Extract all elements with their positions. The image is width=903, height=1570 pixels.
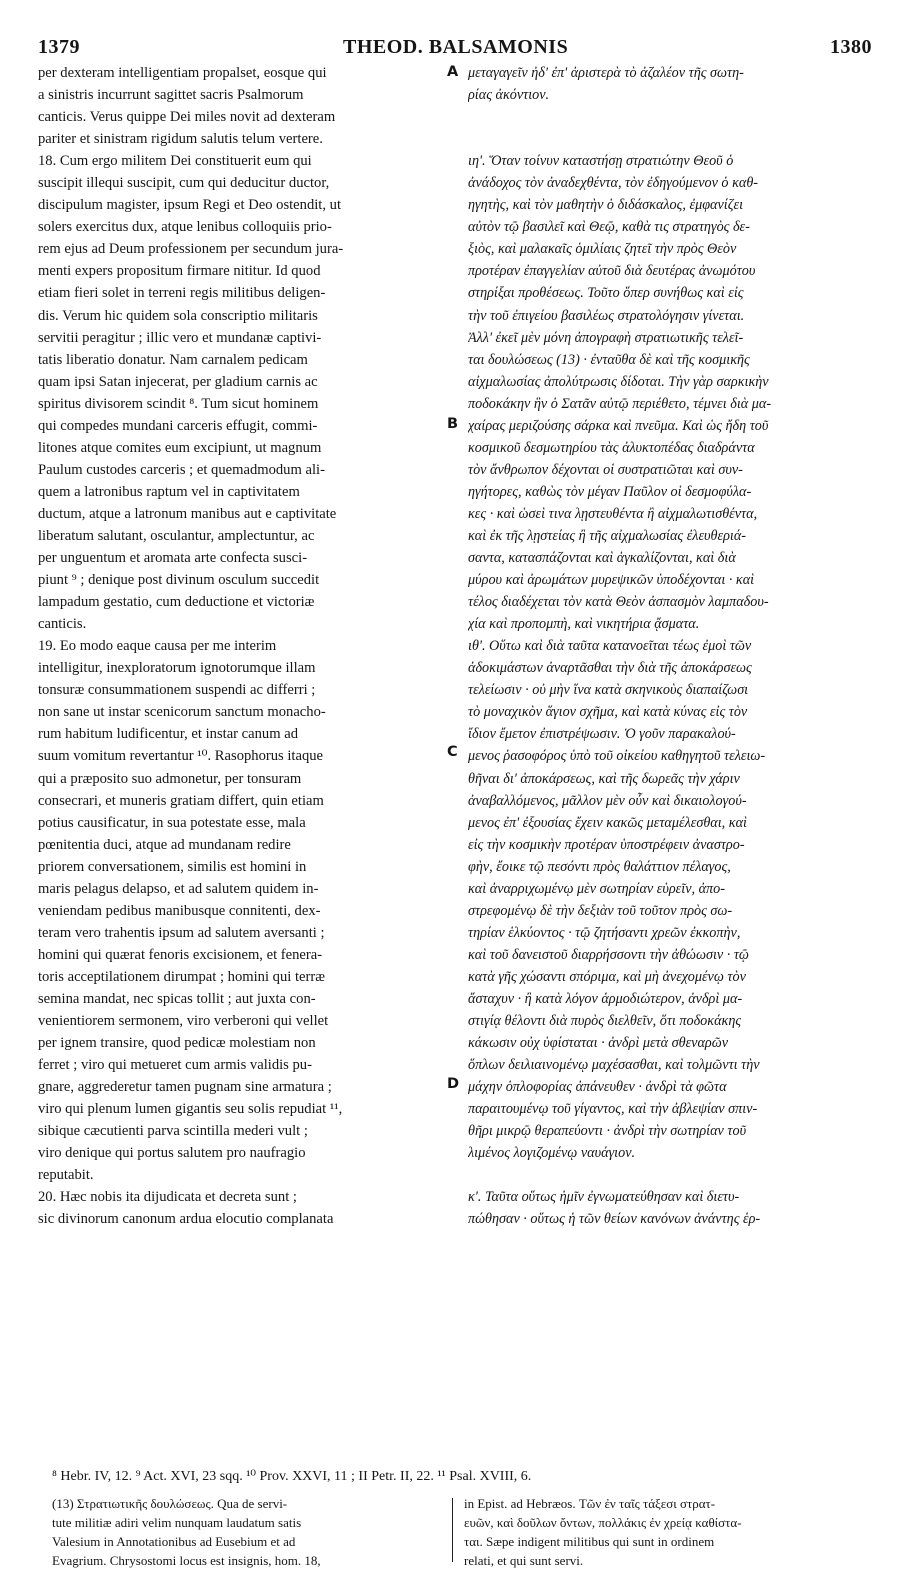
greek-text-line: καὶ ἐκ τῆς λῃστείας ἢ τῆς αἰχμαλωσίας ἐλευθεριά- xyxy=(468,527,747,544)
latin-text-line: non sane ut instar scenicorum sanctum monacho- xyxy=(38,704,326,721)
greek-text-line: φὴν, ἔοικε τῷ πεσόντι πρὸς θαλάττιον πέλαγος, xyxy=(468,858,731,875)
note-text-line: relati, et qui sunt servi. xyxy=(464,1553,584,1568)
note-text-line: Valesium in Annotationibus ad Eusebium et ad xyxy=(52,1534,296,1549)
greek-text-line: σαντα, κατασπάζονται καὶ ἀγκαλίζονται, καὶ διὰ xyxy=(468,550,736,567)
note-text-line: (13) Στρατιωτικῆς δουλώσεως. Qua de servi- xyxy=(52,1496,288,1511)
greek-text-line: καὶ τοῦ δανειστοῦ διαρρήσσοντι τὴν ἀθώωσιν · τῷ xyxy=(468,946,749,963)
latin-text-line: 19. Eo modo eaque causa per me interim xyxy=(38,638,277,655)
latin-text-line: potius causificatur, in sua potestate esse, mala xyxy=(38,814,306,831)
latin-text-line: pœnitentia duci, atque ad mundanam redire xyxy=(38,836,291,853)
greek-text-line: μενος ῥασοφόρος ὑπὸ τοῦ οἰκείου καθηγητοῦ τελειω- xyxy=(468,748,766,765)
greek-text-line: στιγίᾳ θέλοντι διὰ πυρὸς διελθεῖν, ὅτι ποδοκάκης xyxy=(468,1013,742,1030)
latin-text-line: venientiorem sermonem, viro verberoni qui vellet xyxy=(38,1013,329,1030)
greek-text-line: ται δουλώσεως (13) · ἐνταῦθα δὲ καὶ τῆς κοσμικῆς xyxy=(468,351,750,368)
greek-text-line: τὸ μοναχικὸν ἅγιον σχῆμα, καὶ κατὰ κύνας εἰς τὸν xyxy=(468,704,748,721)
latin-text-line: maris pelagus delapso, et ad salutem quidem in- xyxy=(38,880,319,897)
greek-text-line: ιθ'. Οὕτω καὶ διὰ ταῦτα κατανοεῖται τέως ἐμοὶ τῶν xyxy=(468,638,752,655)
latin-text-line: per dexteram intelligentiam propalset, eosque qui xyxy=(38,65,327,81)
greek-text-line: μάχην ὁπλοφορίας ἀπάνευθεν · ἀνδρὶ τὰ φῶτα xyxy=(468,1079,727,1096)
greek-text-line: ιη'. Ὅταν τοίνυν καταστήσῃ στρατιώτην Θεοῦ ὁ xyxy=(468,153,734,170)
greek-text-line: ξιὸς, καὶ μαλακαῖς ὁμιλίαις ζητεῖ τὴν πρὸς Θεὸν xyxy=(468,241,737,258)
latin-text-line: 18. Cum ergo militem Dei constituerit eum qui xyxy=(38,153,312,170)
annotation-left xyxy=(52,1494,447,1570)
greek-text-line: μεταγαγεῖν ἠδ' ἐπ' ἀριστερὰ τὸ ἀζαλέον τῆς σωτη- xyxy=(468,65,744,81)
note-text-line: ται. Sæpe indigent militibus qui sunt in ordinem xyxy=(464,1534,715,1549)
greek-text-line: τελείωσιν · οὐ μὴν ἵνα κατὰ σκηνικοὺς διαπαίζωσι xyxy=(468,682,749,699)
latin-text-line: litones atque comites eum excipiunt, ut magnum xyxy=(38,439,322,456)
greek-text-line: κοσμικοῦ δεσμωτηρίου τὰς ἀλυκτοπέδας διαδράντα xyxy=(468,439,755,456)
latin-text-line: intelligitur, inexploratorum ignotorumque illam xyxy=(38,660,316,677)
note-text-line: ευῶν, καὶ δοῦλων ὄντων, πολλάκις ἐν χρείᾳ καθίστα- xyxy=(464,1515,742,1530)
greek-text-line: χία καὶ προπομπὴ, καὶ νικητήρια ᾄσματα. xyxy=(468,616,700,633)
latin-text-line: rem ejus ad Deum professionem per secundum jura- xyxy=(38,241,344,258)
margin-letter-b: B xyxy=(447,416,459,432)
greek-text-line: κες · καὶ ὡσεὶ τινα λῃστευθέντα ἢ αἰχμαλωτισθέντα, xyxy=(468,505,758,522)
latin-text-line: dis. Verum hic quidem sola conscriptio militaris xyxy=(38,307,318,324)
greek-text-line: χαίρας μεριζούσης σάρκα καὶ πνεῦμα. Καὶ ὡς ἤδη τοῦ xyxy=(468,417,769,434)
margin-letter-d: D xyxy=(447,1076,460,1092)
greek-text-line: κατὰ γῆς χώσαντι σπόριμα, καὶ μὴ ἀνεχομένῳ τὸν xyxy=(468,968,746,985)
greek-text-line: στρεφομένῳ δὲ τὴν δεξιὰν τοῦ τοῦτον πρὸς σω- xyxy=(468,902,733,919)
latin-text-line: quem a latronibus raptum vel in captivitatem xyxy=(38,483,300,500)
greek-text-line: τὸν ἄνθρωπον δέχονται οἱ συστρατιῶται καὶ συν- xyxy=(468,461,743,478)
latin-text-line: viro denique qui portus salutem pro naufragio xyxy=(38,1145,306,1162)
greek-text-line: αἰχμαλωσίας ἀπολύτρωσις δίδοται. Τὴν γὰρ σαρκικὴν xyxy=(468,373,769,390)
greek-text-line: ρίας ἀκόντιον. xyxy=(468,87,550,104)
greek-text-line: καὶ ἀναρριχωμένῳ μὲν σωτηρίαν εὑρεῖν, ἀπο- xyxy=(468,880,725,897)
latin-text-line: consecrari, et muneris gratiam differt, quin etiam xyxy=(38,792,324,809)
greek-text-column xyxy=(468,62,873,1230)
latin-text-line: gnare, aggrederetur tamen pugnam sine armatura ; xyxy=(38,1079,332,1096)
note-text-line: tute militiæ adiri velim nunquam laudatum satis xyxy=(52,1515,302,1530)
latin-text-line: per ignem transire, quod pedicæ molestiam non xyxy=(38,1035,316,1052)
greek-text-line: τέλος διαδέχεται τὸν κατὰ Θεὸν ἀσπασμὸν λαμπαδου- xyxy=(468,594,769,611)
latin-text-line: Paulum custodes carceris ; et quemadmodum ali- xyxy=(38,461,325,478)
latin-text-line: piunt ⁹ ; denique post divinum osculum succedit xyxy=(38,572,320,589)
latin-text-line: viro qui plenum lumen gigantis seu solis repudiat ¹¹, xyxy=(38,1101,343,1118)
greek-text-line: ἄσταχυν · ἢ κατὰ λόγον ἁρμοδιώτερον, ἀνδρὶ μα- xyxy=(468,990,743,1007)
greek-text-line: στηρίξαι προθέσεως. Τοῦτο ὅπερ συνήθως καὶ εἰς xyxy=(468,285,744,302)
footnote-references: ⁸ Hebr. IV, 12. ⁹ Act. XVI, 23 sqq. ¹⁰ Prov. XXVI, 11 ; II Petr. II, 22. ¹¹ Psal. XVIII, 6. xyxy=(52,1469,532,1484)
latin-text-line: canticis. xyxy=(38,616,87,633)
latin-text-line: suscipit illequi suscipit, cum qui deducitur ductor, xyxy=(38,175,330,192)
greek-text-line: αὐτὸν τῷ βασιλεῖ καὶ Θεῷ, καθὰ τις στρατηγὸς δε- xyxy=(468,219,750,236)
latin-text-line: liberatum salutant, osculantur, amplectuntur, ac xyxy=(38,527,315,544)
greek-text-line: θῆναι δι' ἀποκάρσεως, καὶ τῆς δωρεᾶς τὴν χάριν xyxy=(468,770,740,787)
greek-text-line: ὅπλων δειλιαινομένῳ μαχέσασθαι, καὶ τολμῶντι τὴν xyxy=(468,1057,760,1074)
latin-text-line: pariter et sinistram rigidum salutis telum vertere. xyxy=(38,131,323,148)
page-number-left: 1379 xyxy=(38,36,80,58)
latin-text-line: toris acceptilationem dirumpat ; homini qui terræ xyxy=(38,968,325,985)
latin-text-line: semina mandat, nec spicas tollit ; aut juxta con- xyxy=(38,990,316,1007)
greek-text-line: παραιτουμένῳ τοῦ γίγαντος, καὶ τὴν ἀβλεψίαν σπιν- xyxy=(468,1101,758,1118)
latin-text-line: canticis. Verus quippe Dei miles novit ad dexteram xyxy=(38,109,336,126)
latin-text-line: lampadum gestatio, cum deductione et victoriæ xyxy=(38,594,315,611)
greek-text-line: εἰς τὴν κοσμικὴν προτέραν ὑποστρέφειν ἀναστρο- xyxy=(468,836,745,853)
greek-text-line: τὴν τοῦ ἐπιγείου βασιλέως στρατολόγησιν γίνεται. xyxy=(468,307,745,324)
note-text-line: Evagrium. Chrysostomi locus est insignis, hom. 18, xyxy=(52,1553,321,1568)
greek-text-line xyxy=(468,1164,873,1186)
latin-text-line: sic divinorum canonum ardua elocutio complanata xyxy=(38,1211,334,1228)
latin-text-line: etiam fieri solet in terreni regis militibus deligen- xyxy=(38,285,326,302)
greek-text-line: μενος ἐπ' ἐξουσίας ἔχειν κακῶς μεταμέλεσθαι, καὶ xyxy=(468,814,747,831)
latin-text-line: suum vomitum revertantur ¹⁰. Rasophorus itaque xyxy=(38,748,324,765)
greek-text-line xyxy=(468,128,873,150)
latin-text-line: veniendam pedibus manibusque connitenti, dex- xyxy=(38,902,321,919)
latin-text-line: 20. Hæc nobis ita dijudicata et decreta sunt ; xyxy=(38,1189,297,1206)
page-number-right: 1380 xyxy=(830,36,872,58)
greek-text-line: ηγητὴς, καὶ τὸν μαθητὴν ὁ διδάσκαλος, ἐμφανίζει xyxy=(468,197,744,214)
latin-text-line: ductum, atque a latronum manibus aut e captivitate xyxy=(38,505,337,522)
latin-text-line: discipulum magister, ipsum Regi et Deo ostendit, ut xyxy=(38,197,342,214)
greek-text-line: τηρίαν ἑλκύοντος · τῷ ζητήσαντι χρεῶν ἐκκοπὴν, xyxy=(468,924,741,941)
greek-text-line: ηγήτορες, καθὼς τὸν μέγαν Παῦλον οἱ δεσμοφύλα- xyxy=(468,483,752,500)
latin-text-line: qui a præposito suo admonetur, per tonsuram xyxy=(38,770,302,787)
greek-text-line: Ἀλλ' ἐκεῖ μὲν μόνη ἀπογραφὴ στρατιωτικῆς τελεῖ- xyxy=(468,329,744,346)
greek-text-line: προτέραν ἐπαγγελίαν αὐτοῦ διὰ δευτέρας ἀνωμότου xyxy=(468,263,756,280)
greek-text-line xyxy=(468,106,873,128)
column-divider xyxy=(452,1498,453,1562)
latin-text-line: servitii peragitur ; illic vero et mundanæ captivi- xyxy=(38,329,322,346)
greek-text-line: μύρου καὶ ἀρωμάτων μυρεψικῶν ὑποδέχονται · καὶ xyxy=(468,572,755,589)
latin-text-line: menti expers propositum firmare nititur. Id quod xyxy=(38,263,321,280)
latin-text-line: per unguentum et aromata arte confecta susci- xyxy=(38,550,308,567)
greek-text-line: κ'. Ταῦτα οὕτως ἡμῖν ἐγνωματεύθησαν καὶ διετυ- xyxy=(468,1189,740,1206)
greek-text-line: λιμένος λογιζομένῳ ναυάγιον. xyxy=(468,1145,636,1162)
latin-text-column xyxy=(38,62,445,1230)
latin-text-line: sibique cæcutienti parva scintilla mederi vult ; xyxy=(38,1123,308,1140)
greek-text-line: ἀνάδοχος τὸν ἀναδεχθέντα, τὸν ἐδηγούμενον ὁ καθ- xyxy=(468,175,759,192)
latin-text-line: qui compedes mundani carceris effugit, commi- xyxy=(38,417,318,434)
latin-text-line: reputabit. xyxy=(38,1167,94,1184)
greek-text-line: θῆρι μικρῷ θεραπεύοντι · ἀνδρὶ τὴν σωτηρίαν τοῦ xyxy=(468,1123,747,1140)
latin-text-line: tatis liberatio donatur. Nam carnalem pedicam xyxy=(38,351,308,368)
greek-text-line: ἴδιον ἔμετον ἐπιστρέψωσιν. Ὁ γοῦν παρακαλού- xyxy=(468,726,736,743)
latin-text-line: teram vero trahentis ipsum ad salutem aversanti ; xyxy=(38,924,325,941)
running-title: THEOD. BALSAMONIS xyxy=(343,36,569,58)
latin-text-line: ferret ; viro qui metueret cum armis validis pu- xyxy=(38,1057,312,1074)
latin-text-line: a sinistris incurrunt sagittet sacris Psalmorum xyxy=(38,87,304,104)
greek-text-line: ἀδοκιμάστων ἀναρτᾶσθαι τὴν διὰ τῆς ἀποκάρσεως xyxy=(468,660,752,677)
latin-text-line: tonsuræ consummationem suspendi ac differri ; xyxy=(38,682,316,699)
margin-letter-c: C xyxy=(447,744,458,760)
latin-text-line: priorem conversationem, similis est homini in xyxy=(38,858,307,875)
latin-text-line: solers exercitus dux, atque lenibus colloquiis prio- xyxy=(38,219,332,236)
greek-text-line: ἀναβαλλόμενος, μᾶλλον μὲν οὖν καὶ δικαιολογού- xyxy=(468,792,747,809)
latin-text-line: spiritus divisorem scindit ⁸. Tum sicut hominem xyxy=(38,395,319,412)
greek-text-line: ποδοκάκην ἣν ὁ Σατᾶν αὐτῷ περιέθετο, τέμνει διὰ μα- xyxy=(468,395,772,412)
latin-text-line: quam ipsi Satan injecerat, per gladium carnis ac xyxy=(38,373,318,390)
latin-text-line: rum habitum ludificentur, et instar canum ad xyxy=(38,726,299,743)
greek-text-line: κάκωσιν οὐχ ὑφίσταται · ἀνδρὶ μετὰ σθεναρῶν xyxy=(468,1035,729,1052)
margin-letter-a: A xyxy=(447,64,459,80)
latin-text-line: homini qui quærat fenoris excisionem, et fenera- xyxy=(38,946,323,963)
annotation-right xyxy=(464,1494,874,1570)
greek-text-line: πώθησαν · οὕτως ἡ τῶν θείων κανόνων ἀνάντης ἑρ- xyxy=(468,1211,761,1228)
note-text-line: in Epist. ad Hebræos. Τῶν ἐν ταῖς τάξεσι στρατ- xyxy=(464,1496,716,1511)
